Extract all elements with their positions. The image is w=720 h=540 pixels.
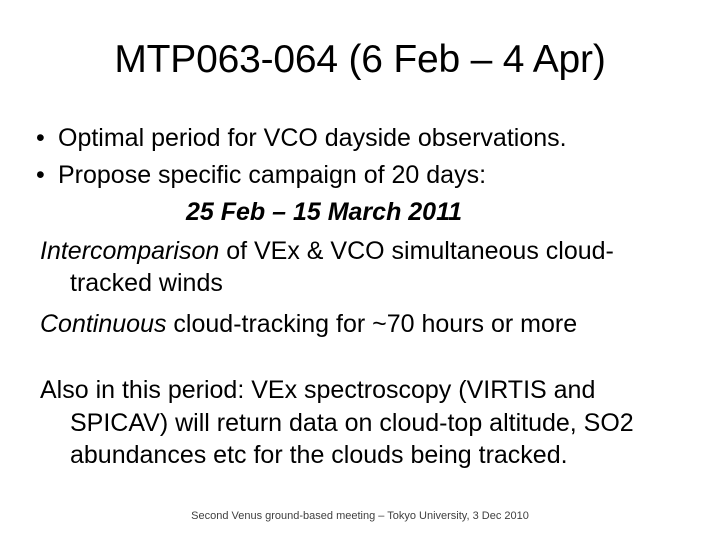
list-item bbox=[36, 122, 692, 155]
slide-body bbox=[36, 122, 692, 480]
paragraph-also-in-this-period bbox=[36, 374, 692, 472]
paragraph-spacer bbox=[36, 348, 692, 374]
paragraph-text: cloud-tracking for ~70 hours or more bbox=[166, 309, 578, 338]
list-item-label: Optimal period for VCO dayside observations. bbox=[58, 124, 567, 152]
slide-title: MTP063-064 (6 Feb – 4 Apr) bbox=[114, 38, 606, 81]
bullet-marker-icon: • bbox=[36, 124, 45, 152]
slide-footer: Second Venus ground-based meeting – Tokyo University, 3 Dec 2010 bbox=[191, 510, 529, 522]
paragraph-intercomparison bbox=[36, 235, 692, 300]
date-range-emphasis: 25 Feb – 15 March 2011 bbox=[185, 198, 463, 226]
paragraph-lead-word: Intercomparison bbox=[40, 236, 220, 265]
bullet-marker-icon: • bbox=[36, 160, 45, 189]
list-item-label: Propose specific campaign of 20 days: bbox=[58, 160, 487, 189]
paragraph-lead-word: Continuous bbox=[40, 309, 167, 338]
paragraph-continuous bbox=[36, 308, 692, 341]
paragraph-text: of VEx & VCO simultaneous cloud-tracked winds bbox=[70, 236, 614, 297]
paragraph-text: Also in this period: VEx spectroscopy (VIRTIS and SPICAV) will return data on cloud-top altitude, SO2 abundances etc for the clouds being tracked. bbox=[40, 376, 634, 469]
list-item bbox=[36, 159, 692, 192]
